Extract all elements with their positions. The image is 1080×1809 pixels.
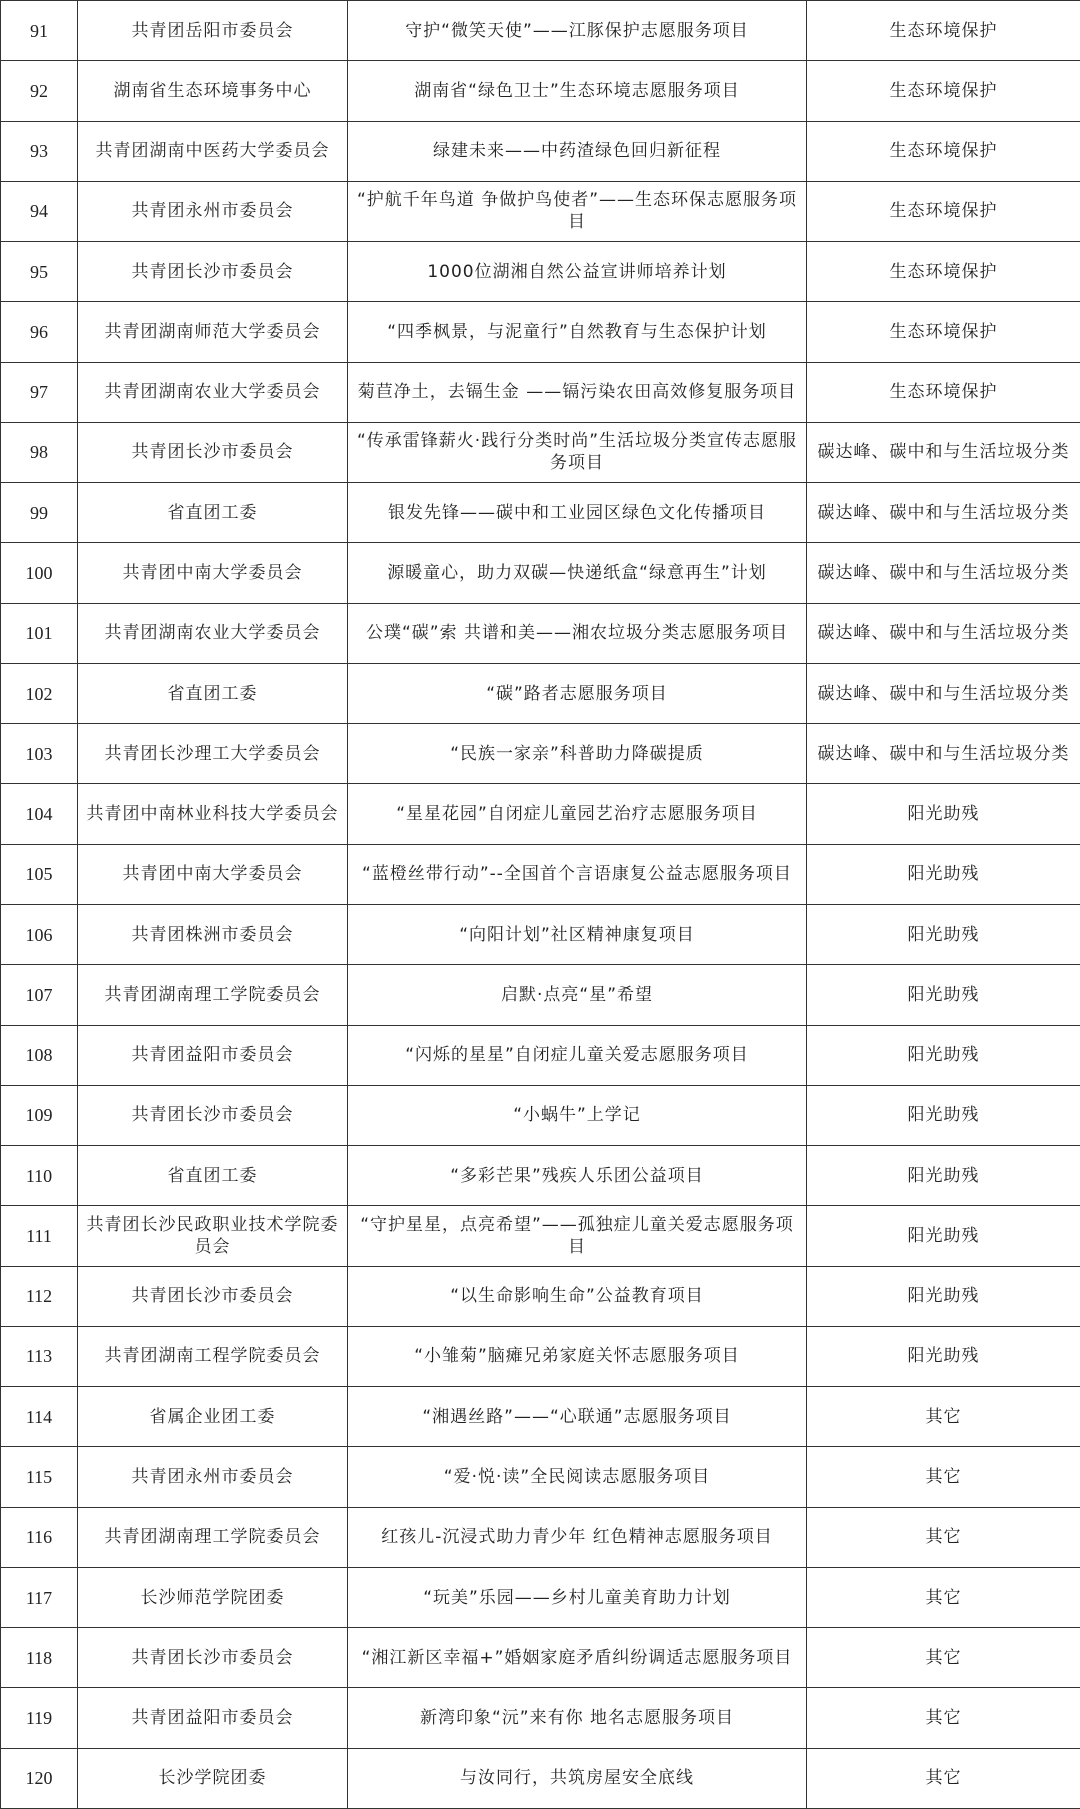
cell-category: 其它 — [807, 1688, 1080, 1748]
cell-project: 菊苣净土，去镉生金 ——镉污染农田高效修复服务项目 — [348, 362, 807, 422]
cell-number: 98 — [1, 422, 78, 482]
cell-unit: 共青团湖南农业大学委员会 — [78, 362, 348, 422]
cell-category: 其它 — [807, 1507, 1080, 1567]
cell-project: “向阳计划”社区精神康复项目 — [348, 904, 807, 964]
cell-number: 93 — [1, 121, 78, 181]
cell-project: “星星花园”自闭症儿童园艺治疗志愿服务项目 — [348, 784, 807, 844]
cell-unit: 共青团长沙市委员会 — [78, 1628, 348, 1688]
table-row — [1, 1266, 1080, 1326]
cell-category: 生态环境保护 — [807, 61, 1080, 121]
table-row — [1, 603, 1080, 663]
cell-category: 其它 — [807, 1567, 1080, 1627]
cell-unit: 省直团工委 — [78, 1146, 348, 1206]
cell-category: 阳光助残 — [807, 1326, 1080, 1386]
table-row — [1, 1628, 1080, 1688]
table-row — [1, 784, 1080, 844]
table-row — [1, 1688, 1080, 1748]
cell-project: “护航千年鸟道 争做护鸟使者”——生态环保志愿服务项目 — [348, 181, 807, 241]
cell-unit: 共青团永州市委员会 — [78, 1447, 348, 1507]
cell-category: 其它 — [807, 1748, 1080, 1808]
cell-category: 碳达峰、碳中和与生活垃圾分类 — [807, 603, 1080, 663]
cell-number: 109 — [1, 1085, 78, 1145]
cell-unit: 共青团长沙市委员会 — [78, 1085, 348, 1145]
cell-project: 1000位湖湘自然公益宣讲师培养计划 — [348, 242, 807, 302]
cell-category: 生态环境保护 — [807, 242, 1080, 302]
cell-number: 114 — [1, 1387, 78, 1447]
cell-unit: 共青团中南大学委员会 — [78, 543, 348, 603]
table-row — [1, 302, 1080, 362]
cell-unit: 共青团湖南理工学院委员会 — [78, 965, 348, 1025]
cell-number: 115 — [1, 1447, 78, 1507]
cell-project: 启默·点亮“星”希望 — [348, 965, 807, 1025]
table-row — [1, 61, 1080, 121]
table-row — [1, 965, 1080, 1025]
table-row — [1, 1326, 1080, 1386]
cell-unit: 共青团中南大学委员会 — [78, 844, 348, 904]
cell-project: “民族一家亲”科普助力降碳提质 — [348, 724, 807, 784]
cell-category: 生态环境保护 — [807, 181, 1080, 241]
cell-unit: 共青团长沙理工大学委员会 — [78, 724, 348, 784]
cell-project: 公璞“碳”索 共谱和美——湘农垃圾分类志愿服务项目 — [348, 603, 807, 663]
cell-project: “闪烁的星星”自闭症儿童关爱志愿服务项目 — [348, 1025, 807, 1085]
cell-project: 与汝同行，共筑房屋安全底线 — [348, 1748, 807, 1808]
cell-number: 119 — [1, 1688, 78, 1748]
cell-project: “蓝橙丝带行动”--全国首个言语康复公益志愿服务项目 — [348, 844, 807, 904]
cell-category: 阳光助残 — [807, 1146, 1080, 1206]
cell-project: “碳”路者志愿服务项目 — [348, 663, 807, 723]
cell-number: 102 — [1, 663, 78, 723]
cell-number: 106 — [1, 904, 78, 964]
cell-category: 阳光助残 — [807, 1085, 1080, 1145]
cell-number: 117 — [1, 1567, 78, 1627]
cell-category: 生态环境保护 — [807, 121, 1080, 181]
cell-number: 120 — [1, 1748, 78, 1808]
cell-unit: 湖南省生态环境事务中心 — [78, 61, 348, 121]
cell-number: 118 — [1, 1628, 78, 1688]
cell-category: 碳达峰、碳中和与生活垃圾分类 — [807, 663, 1080, 723]
cell-unit: 省直团工委 — [78, 483, 348, 543]
table-row — [1, 242, 1080, 302]
cell-category: 阳光助残 — [807, 1025, 1080, 1085]
cell-unit: 共青团中南林业科技大学委员会 — [78, 784, 348, 844]
table-row — [1, 663, 1080, 723]
cell-unit: 共青团长沙市委员会 — [78, 422, 348, 482]
cell-project: “小雏菊”脑瘫兄弟家庭关怀志愿服务项目 — [348, 1326, 807, 1386]
cell-unit: 共青团长沙市委员会 — [78, 242, 348, 302]
table-row — [1, 483, 1080, 543]
cell-category: 阳光助残 — [807, 784, 1080, 844]
cell-number: 112 — [1, 1266, 78, 1326]
cell-number: 104 — [1, 784, 78, 844]
cell-number: 108 — [1, 1025, 78, 1085]
cell-number: 92 — [1, 61, 78, 121]
cell-unit: 共青团湖南理工学院委员会 — [78, 1507, 348, 1567]
cell-project: “爱·悦·读”全民阅读志愿服务项目 — [348, 1447, 807, 1507]
table-row — [1, 1567, 1080, 1627]
cell-category: 阳光助残 — [807, 1206, 1080, 1266]
cell-project: “多彩芒果”残疾人乐团公益项目 — [348, 1146, 807, 1206]
cell-number: 111 — [1, 1206, 78, 1266]
cell-unit: 共青团湖南中医药大学委员会 — [78, 121, 348, 181]
cell-project: 红孩儿-沉浸式助力青少年 红色精神志愿服务项目 — [348, 1507, 807, 1567]
cell-number: 100 — [1, 543, 78, 603]
cell-category: 其它 — [807, 1447, 1080, 1507]
cell-number: 105 — [1, 844, 78, 904]
table-row — [1, 543, 1080, 603]
cell-category: 阳光助残 — [807, 965, 1080, 1025]
cell-project: 湖南省“绿色卫士”生态环境志愿服务项目 — [348, 61, 807, 121]
cell-unit: 共青团岳阳市委员会 — [78, 1, 348, 61]
cell-number: 94 — [1, 181, 78, 241]
cell-project: 绿建未来——中药渣绿色回归新征程 — [348, 121, 807, 181]
cell-category: 碳达峰、碳中和与生活垃圾分类 — [807, 724, 1080, 784]
cell-number: 95 — [1, 242, 78, 302]
table-row — [1, 1447, 1080, 1507]
cell-number: 97 — [1, 362, 78, 422]
cell-category: 碳达峰、碳中和与生活垃圾分类 — [807, 543, 1080, 603]
cell-project: “传承雷锋薪火·践行分类时尚”生活垃圾分类宣传志愿服务项目 — [348, 422, 807, 482]
cell-unit: 共青团长沙民政职业技术学院委员会 — [78, 1206, 348, 1266]
cell-project: 守护“微笑天使”——江豚保护志愿服务项目 — [348, 1, 807, 61]
cell-project: “玩美”乐园——乡村儿童美育助力计划 — [348, 1567, 807, 1627]
table-body — [1, 1, 1080, 1809]
cell-category: 碳达峰、碳中和与生活垃圾分类 — [807, 483, 1080, 543]
cell-project: “以生命影响生命”公益教育项目 — [348, 1266, 807, 1326]
table-row — [1, 422, 1080, 482]
cell-unit: 省属企业团工委 — [78, 1387, 348, 1447]
table-row — [1, 1085, 1080, 1145]
cell-unit: 共青团湖南农业大学委员会 — [78, 603, 348, 663]
cell-number: 110 — [1, 1146, 78, 1206]
table-row — [1, 904, 1080, 964]
cell-unit: 省直团工委 — [78, 663, 348, 723]
cell-unit: 共青团株洲市委员会 — [78, 904, 348, 964]
cell-category: 其它 — [807, 1628, 1080, 1688]
cell-unit: 共青团益阳市委员会 — [78, 1025, 348, 1085]
cell-category: 生态环境保护 — [807, 362, 1080, 422]
cell-unit: 共青团长沙市委员会 — [78, 1266, 348, 1326]
cell-project: “湘江新区幸福+”婚姻家庭矛盾纠纷调适志愿服务项目 — [348, 1628, 807, 1688]
table-row — [1, 1025, 1080, 1085]
cell-project: 新湾印象“沅”来有你 地名志愿服务项目 — [348, 1688, 807, 1748]
table-row — [1, 181, 1080, 241]
cell-unit: 长沙师范学院团委 — [78, 1567, 348, 1627]
cell-project: 银发先锋——碳中和工业园区绿色文化传播项目 — [348, 483, 807, 543]
cell-number: 99 — [1, 483, 78, 543]
cell-category: 碳达峰、碳中和与生活垃圾分类 — [807, 422, 1080, 482]
table-row — [1, 362, 1080, 422]
cell-number: 96 — [1, 302, 78, 362]
cell-project: “四季枫景，与泥童行”自然教育与生态保护计划 — [348, 302, 807, 362]
cell-number: 113 — [1, 1326, 78, 1386]
cell-project: “守护星星，点亮希望”——孤独症儿童关爱志愿服务项目 — [348, 1206, 807, 1266]
cell-category: 生态环境保护 — [807, 302, 1080, 362]
table-row — [1, 1146, 1080, 1206]
cell-number: 107 — [1, 965, 78, 1025]
cell-category: 阳光助残 — [807, 844, 1080, 904]
table-row — [1, 1, 1080, 61]
table-row — [1, 1206, 1080, 1266]
cell-category: 其它 — [807, 1387, 1080, 1447]
cell-unit: 共青团湖南师范大学委员会 — [78, 302, 348, 362]
table-row — [1, 1507, 1080, 1567]
cell-unit: 长沙学院团委 — [78, 1748, 348, 1808]
cell-category: 阳光助残 — [807, 1266, 1080, 1326]
cell-category: 生态环境保护 — [807, 1, 1080, 61]
cell-number: 101 — [1, 603, 78, 663]
table-row — [1, 844, 1080, 904]
cell-unit: 共青团益阳市委员会 — [78, 1688, 348, 1748]
cell-category: 阳光助残 — [807, 904, 1080, 964]
table-row — [1, 724, 1080, 784]
table-row — [1, 1748, 1080, 1808]
cell-number: 116 — [1, 1507, 78, 1567]
table-row — [1, 1387, 1080, 1447]
cell-number: 103 — [1, 724, 78, 784]
cell-project: “湘遇丝路”——“心联通”志愿服务项目 — [348, 1387, 807, 1447]
cell-unit: 共青团湖南工程学院委员会 — [78, 1326, 348, 1386]
cell-unit: 共青团永州市委员会 — [78, 181, 348, 241]
cell-number: 91 — [1, 1, 78, 61]
table-row — [1, 121, 1080, 181]
cell-project: 源暖童心，助力双碳—快递纸盒“绿意再生”计划 — [348, 543, 807, 603]
cell-project: “小蜗牛”上学记 — [348, 1085, 807, 1145]
